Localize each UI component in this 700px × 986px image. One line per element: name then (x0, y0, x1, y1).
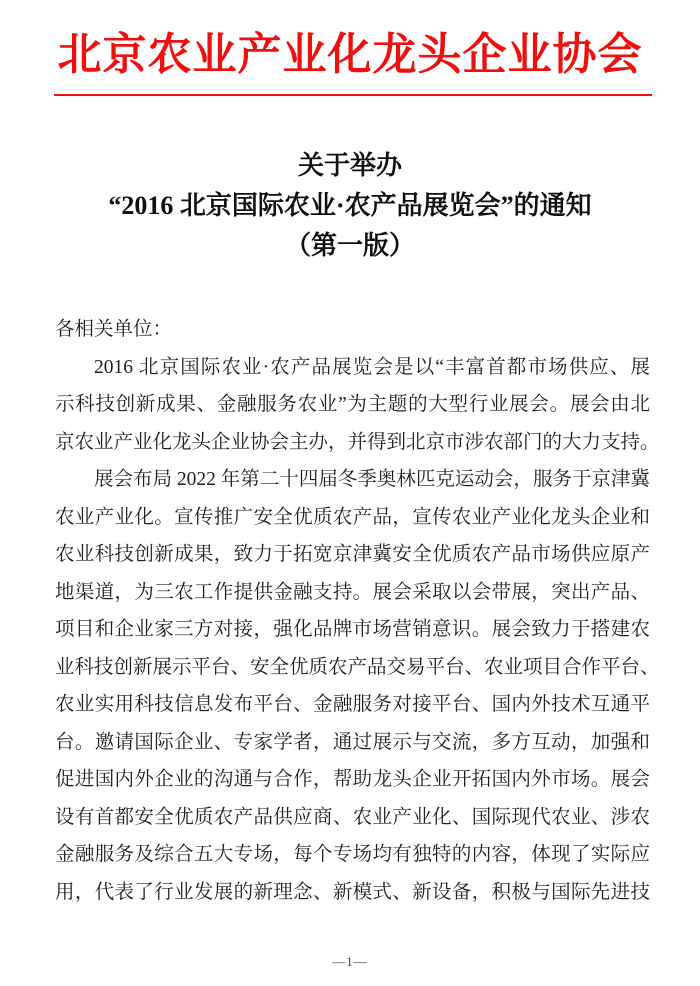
page-number: —1— (332, 954, 368, 969)
body-line: 设有首都安全优质农产品供应商、农业产业化、国际现代农业、涉农 (55, 806, 650, 828)
body-line: 农业科技创新成果，致力于拓宽京津冀安全优质农产品市场供应原产 (55, 544, 650, 565)
salutation: 各相关单位： (55, 319, 173, 340)
body-line: 京农业产业化龙头企业协会主办，并得到北京市涉农部门的大力支持。 (55, 431, 660, 453)
document-title-line-3: （第一版） (284, 231, 415, 260)
letterhead-divider-rule (54, 94, 652, 96)
body-line: 项目和企业家三方对接，强化品牌市场营销意识。展会致力于搭建农 (55, 619, 650, 640)
paragraph (55, 349, 660, 462)
document-title (0, 146, 700, 266)
document-body (55, 311, 660, 911)
body-line: 2016 北京国际农业·农产品展览会是以“丰富首都市场供应、展 (94, 356, 650, 378)
document-title-line-2: “2016 北京国际农业·农产品展览会”的通知 (108, 191, 592, 220)
body-line: 地渠道，为三农工作提供金融支持。展会采取以会带展，突出产品、 (55, 581, 650, 603)
body-line: 示科技创新成果、金融服务农业”为主题的大型行业展会。展会由北 (55, 394, 650, 415)
body-line: 业科技创新展示平台、安全优质农产品交易平台、农业项目合作平台、 (55, 656, 660, 678)
paragraph (55, 461, 660, 911)
body-line: 金融服务及综合五大专场，每个专场均有独特的内容，体现了实际应 (55, 844, 650, 865)
body-line: 台。邀请国际企业、专家学者，通过展示与交流，多方互动，加强和 (55, 731, 650, 753)
document-title-line-1: 关于举办 (297, 151, 402, 180)
paragraphs-container (55, 349, 660, 912)
body-line: 用，代表了行业发展的新理念、新模式、新设备，积极与国际先进技 (55, 881, 650, 903)
body-line: 促进国内外企业的沟通与合作，帮助龙头企业开拓国内外市场。展会 (55, 769, 650, 790)
letterhead-org-title: 北京农业产业化龙头企业协会 (57, 30, 643, 79)
body-line: 展会布局 2022 年第二十四届冬季奥林匹克运动会，服务于京津冀 (94, 469, 650, 490)
body-line: 农业产业化。宣传推广安全优质农产品，宣传农业产业化龙头企业和 (55, 506, 650, 528)
body-line: 农业实用科技信息发布平台、金融服务对接平台、国内外技术互通平 (55, 694, 650, 715)
